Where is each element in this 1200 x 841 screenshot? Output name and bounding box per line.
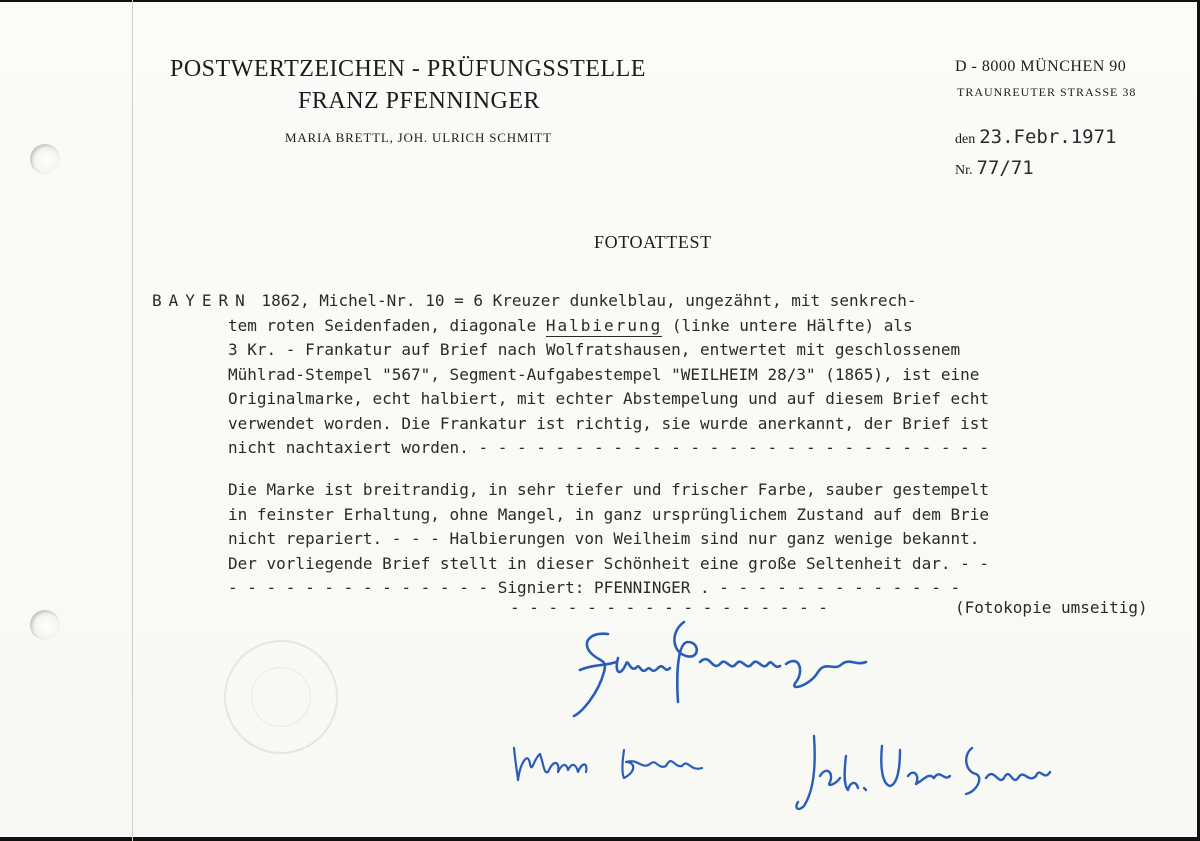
scan-border-bottom [0,837,1200,841]
letterhead-line1: POSTWERTZEICHEN - PRÜFUNGSSTELLE [170,56,646,82]
text-line: 3 Kr. - Frankatur auf Brief nach Wolfratshausen, entwertet mit geschlossenem [228,340,961,359]
text-line: in feinster Erhaltung, ohne Mangel, in ganz ursprünglichem Zustand auf dem Brie [228,504,989,524]
number-row [955,157,1034,179]
text-line [152,289,989,314]
punch-hole-icon [30,144,60,174]
number-label: Nr. [955,163,973,178]
paper-fold-line [132,0,133,841]
number-value: 77/71 [976,157,1034,179]
text-line: Mühlrad-Stempel "567", Segment-Aufgabestempel "WEILHEIM 28/3" (1865), ist eine [228,364,980,384]
address-city: D - 8000 MÜNCHEN 90 [955,58,1127,75]
date-value: 23.Febr.1971 [979,126,1117,148]
text-line: Die Marke ist breitrandig, in sehr tiefer und frischer Farbe, sauber gestempelt [228,480,989,499]
underlined-word: Halbierung [545,315,663,335]
signature-franz-pfenninger [560,612,890,724]
dash-separator: - - - - - - - - - - - - - - - - - [510,598,828,617]
signature-joh-ulrich-schmitt [790,726,1060,816]
photocopy-note: (Fotokopie umseitig) [955,598,1148,617]
text-line-segment: 1862, Michel-Nr. 10 = 6 Kreuzer dunkelblau, ungezähnt, mit senkrech- [251,291,917,310]
text-line-segment: (linke untere Hälfte) als [662,315,913,335]
text-line: Originalmarke, echt halbiert, mit echter Abstempelung und auf diesem Brief echt [228,389,989,408]
letterhead-line3: MARIA BRETTL, JOH. ULRICH SCHMITT [285,130,552,145]
attest-paragraph-2 [228,478,989,601]
text-line: Der vorliegende Brief stellt in dieser Schönheit eine große Seltenheit dar. - - [228,553,989,573]
address-street: TRAUNREUTER STRASSE 38 [957,85,1137,99]
text-line: verwendet worden. Die Frankatur ist richtig, sie wurde anerkannt, der Brief ist [228,413,989,433]
date-label: den [955,132,976,147]
text-line [152,314,989,339]
document-title: FOTOATTEST [594,232,712,252]
country-name: BAYERN [152,291,252,310]
text-line: - - - - - - - - - - - - - - Signiert: PFENNINGER . - - - - - - - - - - - - - [228,578,961,597]
text-line-segment: tem roten Seidenfaden, diagonale [228,315,546,335]
letterhead-line2: FRANZ PFENNINGER [298,88,541,114]
date-row [955,126,1117,148]
signature-maria-brettl [506,728,726,790]
embossed-seal-icon [224,640,338,754]
text-line: nicht repariert. - - - Halbierungen von Weilheim sind nur ganz wenige bekannt. [228,529,980,548]
punch-hole-icon [30,610,60,640]
scan-border-top [0,0,1200,2]
attest-paragraph-1 [152,289,989,461]
text-line: nicht nachtaxiert worden. - - - - - - - - - - - - - - - - - - - - - - - - - - - [228,438,989,457]
